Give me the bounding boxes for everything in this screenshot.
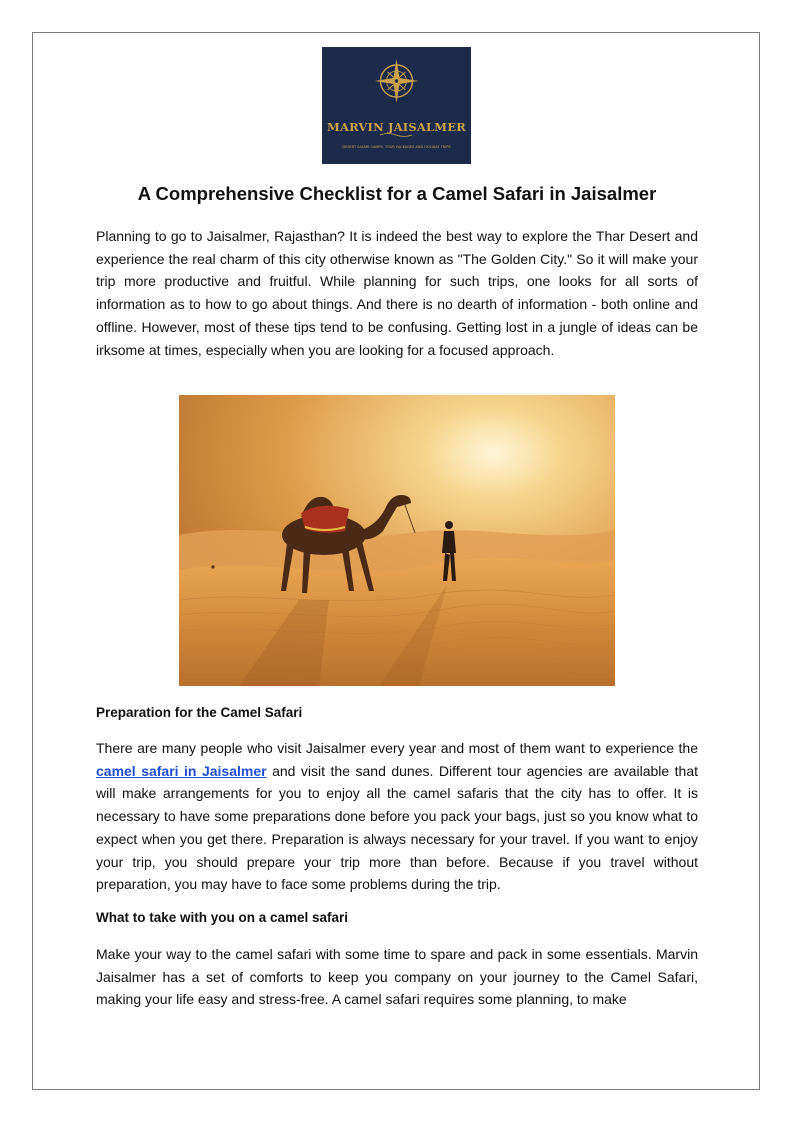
camel-safari-link[interactable]: camel safari in Jaisalmer (96, 762, 267, 779)
intro-paragraph: Planning to go to Jaisalmer, Rajasthan? It is indeed the best way to explore the Thar Desert and experience the real charm of this city otherwise known as "The Golden City." So it will make your trip more productive and fruitful. While planning for such trips, one looks for all sorts of information as to how to go about things. And there is no dearth of information - both online and offline. However, most of these tips tend to be confusing. Getting lost in a jungle of ideas can be irksome at times, especially when you are looking for a focused approach. (96, 228, 698, 358)
what-to-take-paragraph: Make your way to the camel safari with some time to spare and pack in some essentials. Marvin Jaisalmer has a set of comforts to keep you company on your journey to the Camel Safari, making your life easy and stress-free. A camel safari requires some planning, to make (96, 946, 698, 1008)
preparation-paragraph (96, 737, 698, 896)
logo (322, 47, 471, 164)
preparation-text-end: and visit the sand dunes. Different tour agencies are available that will make arrangements for you to enjoy all the camel safaris that the city has to offer. It is necessary to have some preparations done before you pack your bags, just so you know what to expect when you get there. Preparation is always necessary for your travel. If you want to enjoy your trip, you should prepare your trip more than before. Because if you travel without preparation, you may have to face some problems during the trip. (96, 762, 699, 893)
logo-tagline: DESERT SAFARI CAMPS, TOUR PACKAGES AND HOLIDAY TRIPS (342, 145, 451, 149)
article-title: A Comprehensive Checklist for a Camel Safari in Jaisalmer (137, 183, 657, 204)
preparation-text-start: There are many people who visit Jaisalmer every year and most of them want to experience the (96, 740, 698, 756)
camel-desert-photo (179, 395, 615, 686)
section-heading-what-to-take: What to take with you on a camel safari (96, 910, 349, 925)
logo-name: MARVIN JAISALMER (327, 120, 466, 134)
section-heading-preparation: Preparation for the Camel Safari (96, 705, 303, 720)
